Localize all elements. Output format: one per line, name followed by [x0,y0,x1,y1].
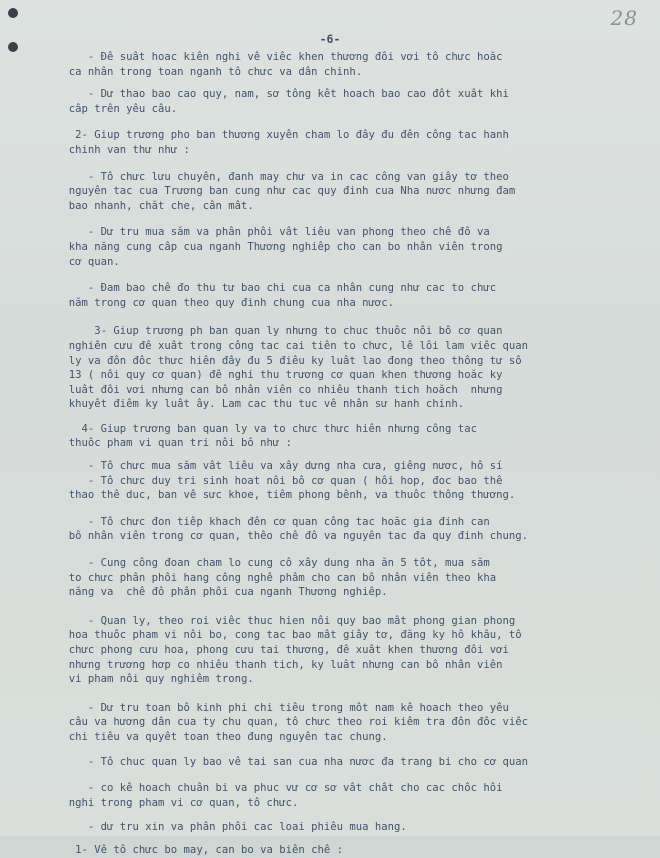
text-line: chinh van thư như : [56,143,190,156]
text-line: hoa thuôc pham vi nôi bo, cong tac bao mât giây tơ, đăng ky hô khâu, tô [56,629,522,642]
paragraph [56,324,636,412]
text-line: - Tô chuc quan ly bao vê tai san cua nha nươc đa trang bi cho cơ quan [56,755,528,768]
text-line: - Dư thao bao cao quy, nam, sơ tông kêt hoach bao cao đôt xuât khi [56,88,509,101]
text-line: 2- Giup trương pho ban thương xuyên cham lo đây đu đên công tac hanh [56,129,509,142]
paragraph [56,281,636,310]
text-line: - Đê suât hoac kiên nghi vê viêc khen thương đôi vơi tô chưc hoăc [56,51,503,63]
pencil-page-number: 28 [610,6,638,30]
text-line: - Dư tru mua săm va phân phôi vât liêu van phong theo chê đô va [56,226,490,239]
text-line: thao thê duc, ban vê sưc khoe, tiêm phong bênh, va thuôc thông thương. [56,489,516,502]
text-line: - Cung công đoan cham lo cung cô xây dung nha ăn 5 tôt, mua săm [56,557,490,570]
text-line: vi pham nôi quy nghiêm trong. [56,673,254,686]
text-line: ca nhân trong toan nganh tô chưc va dân chinh. [56,65,363,78]
text-line: thuôc pham vi quan tri nôi bô như : [56,437,292,450]
text-line: nhưng trương hơp co nhiêu thanh tich, ky luât nhưng can bô nhân viên [56,658,503,671]
text-line: năm trong cơ quan theo quy đinh chung cua nha nươc. [56,296,395,309]
text-line: - Tô chưc lưu chuyên, đanh may chư va in cac công van giây tơ theo [56,170,509,183]
paragraph [56,50,636,79]
page-number: -6- [319,32,341,46]
text-line: - Tô chưc mua săm vât liêu va xây dưng nha cưa, giêng nươc, hô sí [56,460,503,473]
text-line: nguyên tac cua Trương ban cung như cac quy đinh cua Nha nươc nhưng đam [56,185,516,198]
text-line: khuyêt điêm ky luât ây. Lam cac thu tuc vê nhân sư hanh chinh. [56,398,465,411]
text-line: bao nhanh, chăt che, cân mât. [56,199,254,212]
paragraph [56,820,636,835]
text-line: ly va đôn đôc thưc hiên đây đu 5 điêu ky luât lao đong theo thông tư sô [56,354,522,367]
text-line: 4- Giup trương ban quan ly va to chưc thưc hiên nhưng công tac [56,422,477,435]
paragraph [56,515,636,544]
text-line: câp trên yêu câu. [56,102,178,115]
text-line: - Quan ly, theo roi viêc thuc hien nôi quy bao mât phong gian phong [56,614,516,627]
paragraph [56,614,636,687]
text-line: - Đam bao chê đo thu tư bao chi cua ca nhân cung như cac to chưc [56,282,497,295]
paragraph [56,225,636,269]
text-line: 3- Giup trương ph ban quan ly nhưng to chuc thuôc nôi bô cơ quan [56,325,503,338]
paragraph [56,781,636,810]
text-line: cơ quan. [56,255,120,268]
text-line: - Dư tru toan bô kinh phi chi tiêu trong môt nam kê hoach theo yêu [56,701,509,714]
paragraph [56,128,636,157]
text-line: năng va chê đô phân phôi cua nganh Thương nghiêp. [56,586,388,599]
paragraph [56,87,636,116]
text-line: chưc phong cưu hoa, phong cưu tai thương, đê xuât khen thương đôi vơi [56,644,509,656]
punch-hole [8,8,18,18]
paragraph [56,843,636,858]
document-body [56,50,636,858]
text-line: câu va hương dân cua ty chu quan, tô chưc theo roi kiêm tra đôn đôc viêc [56,716,528,729]
paragraph [56,422,636,451]
text-line: - dư tru xin va phân phôi cac loai phiêu mua hang. [56,821,407,834]
text-line: kha năng cung câp cua nganh Thương nghiêp cho can bo nhân viên trong [56,240,503,253]
text-line: - Tô chưc đon tiêp khach đên cơ quan công tac hoăc gia đinh can [56,515,490,528]
text-line: to chưc phân phôi hang công nghê phâm cho can bô nhân viên theo kha [56,571,497,584]
paragraph [56,701,636,745]
text-line: nghiên cưu đê xuât trong công tac cai tiên to chưc, lê lôi lam viêc quan [56,339,528,352]
text-line: nghi trong pham vi cơ quan, tô chưc. [56,796,299,809]
text-line: - Tô chưc duy tri sinh hoat nôi bô cơ quan ( hôi hop, đoc bao thê [56,474,503,487]
paragraph [56,556,636,600]
paragraph [56,459,636,503]
text-line: 13 ( nôi quy cơ quan) đê nghi thu trương cơ quan khen thương hoăc ky [56,369,503,382]
paragraph [56,755,636,770]
text-line: 1- Vê tô chưc bo may, can bo va biên chê : [56,843,344,856]
text-line: bô nhân viên trong cơ quan, thêo chê đô va nguyên tac đa quy đinh chung. [56,530,528,543]
text-line: chi tiêu va quyêt toan theo đung nguyên tac chung. [56,730,388,743]
text-line: luât đôi vơi nhưng can bô nhân viên co nhiêu thanh tich hoăch nhưng [56,383,503,396]
paragraph [56,170,636,214]
text-line: - co kê hoach chuân bi va phuc vư cơ sơ vât chât cho cac chôc hôi [56,782,503,795]
